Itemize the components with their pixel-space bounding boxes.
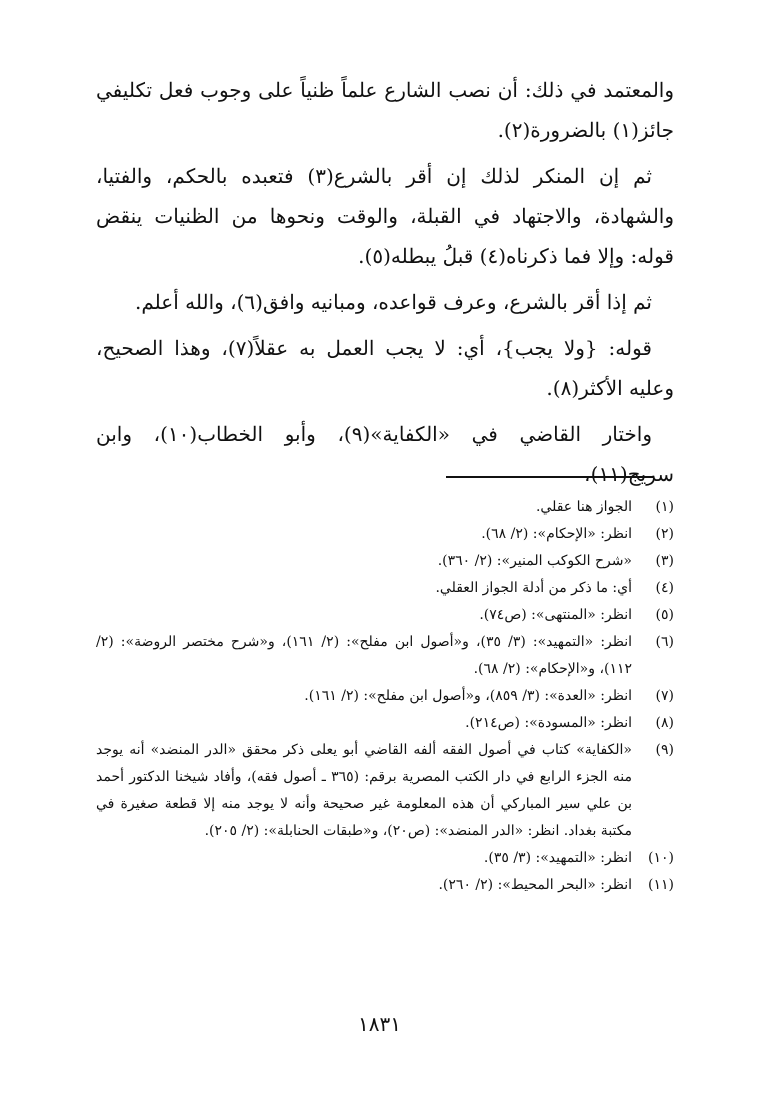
- footnote-number: (٦): [655, 634, 674, 650]
- footnote-10: [96, 845, 674, 872]
- paragraph-4: قوله: {ولا يجب}، أي: لا يجب العمل به عقلاً(٧)، وهذا الصحيح، وعليه الأكثر(٨).: [96, 336, 674, 400]
- footnote-number: (٥): [655, 607, 674, 623]
- main-text: [96, 70, 674, 500]
- footnote-text: الجواز هنا عقلي.: [535, 499, 632, 515]
- footnote-number: (٤): [655, 580, 674, 596]
- paragraph-2: ثم إن المنكر لذلك إن أقر بالشرع(٣) فتعبده بالحكم، والفتيا، والشهادة، والاجتهاد في القبلة، والوقت ونحوها من الظنيات ينقض قوله: وإلا فما ذكرناه(٤) قبلُ يبطله(٥).: [96, 164, 674, 268]
- footnote-text: انظر: «المنتهى»: (ص٧٤).: [479, 607, 632, 623]
- footnote-text: انظر: «البحر المحيط»: (٢/ ٢٦٠).: [438, 877, 632, 893]
- footnote-1: [96, 494, 674, 521]
- footnote-6: [96, 629, 674, 683]
- footnote-4: [96, 575, 674, 602]
- footnote-text: أي: ما ذكر من أدلة الجواز العقلي.: [435, 580, 632, 596]
- footnote-text: «شرح الكوكب المنير»: (٢/ ٣٦٠).: [437, 553, 632, 569]
- footnote-number: (١): [655, 499, 674, 515]
- paragraph-1: والمعتمد في ذلك: أن نصب الشارع علماً ظنياً على وجوب فعل تكليفي جائز(١) بالضرورة(٢).: [96, 78, 674, 142]
- footnote-text: انظر: «التمهيد»: (٣/ ٣٥)، و«أصول ابن مفلح»: (٢/ ١٦١)، و«شرح مختصر الروضة»: (٢/ ١١٢)، و«الإحكام»: (٢/ ٦٨).: [96, 634, 633, 677]
- footnote-number: (١١): [648, 877, 674, 893]
- footnote-separator: [446, 476, 654, 478]
- footnote-text: انظر: «التمهيد»: (٣/ ٣٥).: [483, 850, 632, 866]
- footnote-number: (٣): [655, 553, 674, 569]
- footnote-text: «الكفاية» كتاب في أصول الفقه ألفه القاضي أبو يعلى ذكر محقق «الدر المنضد» أنه يوجد منه الجزء الرابع في دار الكتب المصرية برقم: (٣٦٥ ـ أصول فقه)، وأفاد شيخنا الدكتور أحمد بن علي سير المباركي أن هذه المعلومة غير صحيحة وأنه لا يوجد منه إلا قطعة صغيرة في مكتبة بغداد. انظر: «الدر المنضد»: (ص٢٠)، و«طبقات الحنابلة»: (٢/ ٢٠٥).: [96, 742, 632, 839]
- footnote-text: انظر: «المسودة»: (ص٢١٤).: [465, 715, 632, 731]
- footnote-number: (٩): [655, 742, 674, 758]
- footnote-2: [96, 521, 674, 548]
- page-number: ١٨٣١: [358, 1012, 401, 1036]
- footnote-text: انظر: «العدة»: (٣/ ٨٥٩)، و«أصول ابن مفلح»: (٢/ ١٦١).: [304, 688, 632, 704]
- footnote-number: (٢): [655, 526, 674, 542]
- footnote-number: (١٠): [648, 850, 674, 866]
- footnote-8: [96, 710, 674, 737]
- paragraph-5: واختار القاضي في «الكفاية»(٩)، وأبو الخطاب(١٠)، وابن سريج(١١)،: [96, 422, 674, 486]
- footnote-11: [96, 872, 674, 899]
- footnote-3: [96, 548, 674, 575]
- paragraph-3: ثم إذا أقر بالشرع، وعرف قواعده، ومبانيه وافق(٦)، والله أعلم.: [135, 290, 652, 314]
- footnote-9: [96, 737, 674, 845]
- footnote-7: [96, 683, 674, 710]
- footnote-5: [96, 602, 674, 629]
- footnotes: [96, 494, 674, 899]
- footnote-number: (٧): [655, 688, 674, 704]
- footnote-text: انظر: «الإحكام»: (٢/ ٦٨).: [481, 526, 632, 542]
- footnote-number: (٨): [655, 715, 674, 731]
